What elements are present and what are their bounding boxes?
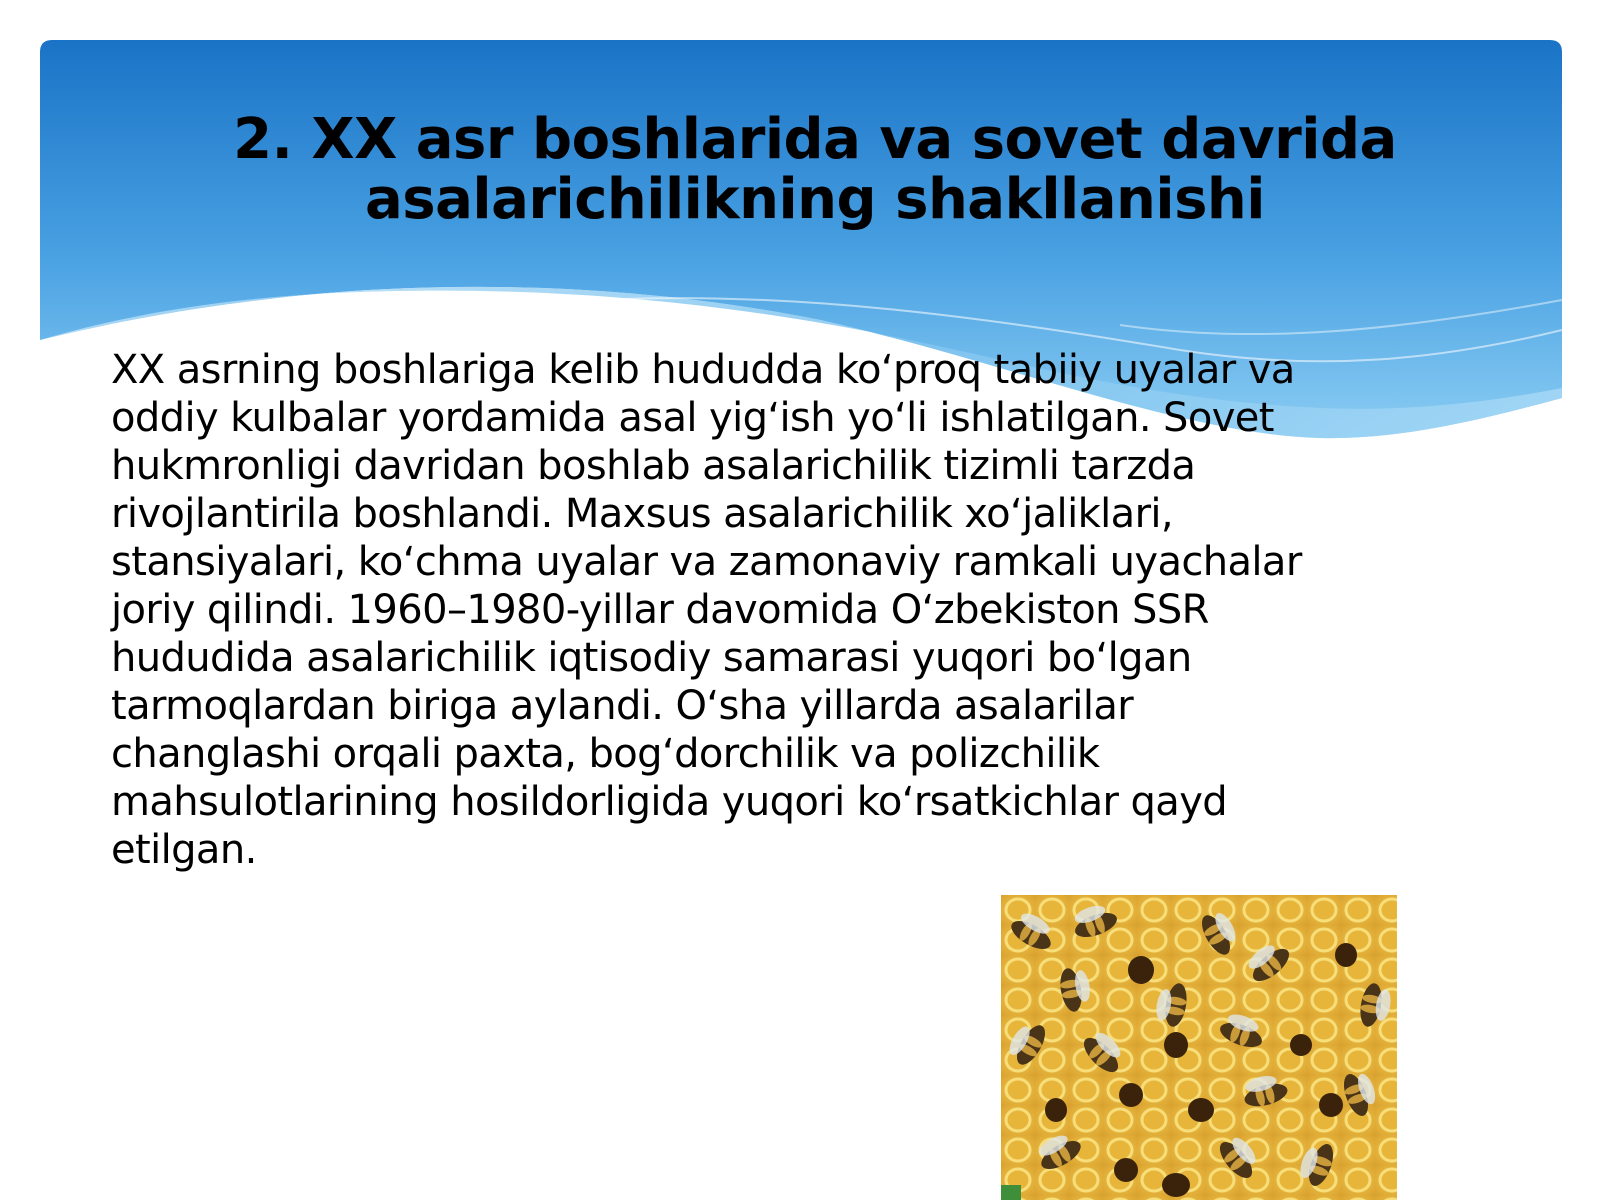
bees-on-honeycomb-image	[1001, 895, 1397, 1200]
slide-title: 2. XX asr boshlarida va sovet davrida asalarichilikning shakllanishi	[233, 107, 1397, 232]
body-paragraph: XX asrning boshlariga kelib hududda koʻproq tabiiy uyalar va oddiy kulbalar yordamida asal yigʻish yoʻli ishlatilgan. Sovet hukmronligi davridan boshlab asalarichilik tizimli tarzda rivojlantirila boshlandi. Maxsus asalarichilik xoʻjaliklari, stansiyalari, koʻchma uyalar va zamonaviy ramkali uyachalar joriy qilindi. 1960–1980-yillar davomida Oʻzbekiston SSR hududida asalarichilik iqtisodiy samarasi yuqori boʻlgan tarmoqlardan biriga aylandi. Oʻsha yillarda asalarilar changlashi orqali paxta, bogʻdorchilik va polizchilik mahsulotlarining hosildorligida yuqori koʻrsatkichlar qayd etilgan.	[111, 347, 1302, 873]
honeybees-photo	[1001, 895, 1397, 1200]
